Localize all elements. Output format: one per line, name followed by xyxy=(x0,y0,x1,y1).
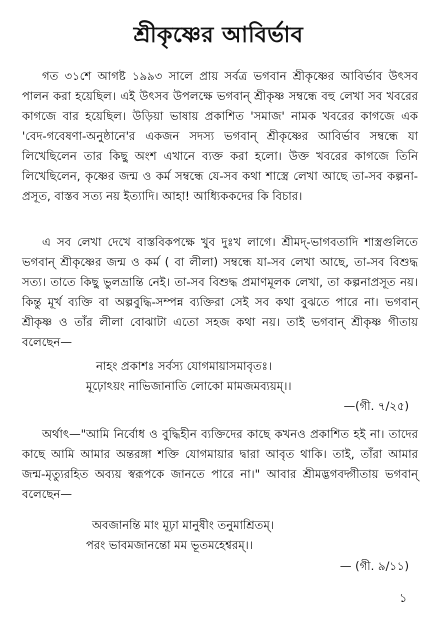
verse-1-reference: —(গী. ৭/২৫) xyxy=(343,399,409,413)
verse-2-reference: — (গী. ৯/১১) xyxy=(339,559,409,573)
verse-2-line-2: পরং ভাবমজানন্তো মম ভূতমহেশ্বরম্।। xyxy=(86,538,253,552)
paragraph-3: অর্থাৎ—"আমি নির্বোধ ও বুদ্ধিহীন ব্যক্তিদের কাছে কখনও প্রকাশিত হই না। তাদের কাছে আমি আমার অন্তরঙ্গা শক্তি যোগমায়ার দ্বারা আবৃত থাকি। তাই, তাঁরা আমার জন্ম-মৃত্যুরহিত অব্যয় স্বরূপকে জানতে পারে না।" আবার শ্রীমদ্ভগবদ্গীতায় ভগবান্ বলেছেন— xyxy=(22,427,418,501)
page-title: শ্রীকৃষ্ণের আবির্ভাব xyxy=(133,23,304,48)
paragraph-2: এ সব লেখা দেখে বাস্তবিকপক্ষে খুব দুঃখ লাগে। শ্রীমদ্-ভাগবতাদি শাস্ত্রগুলিতে ভগবান্ শ্রীকৃষ্ণের জন্ম ও কর্ম ( বা লীলা) সম্বন্ধে যা-সব লেখা আছে, তা-সব বিশুদ্ধ সত্য। তাতে কিছু ভুলভ্রান্তি নেই। তা-সব বিশুদ্ধ প্রমাণমূলক লেখা, তা কল্পনাপ্রসূত নয়। কিন্তু মূর্খ ব্যক্তি বা অল্পবুদ্ধি-সম্পন্ন ব্যক্তিরা সেই সব কথা বুঝতে পারে না। ভগবান্ শ্রীকৃষ্ণ ও তাঁর লীলা বোঝাটা এতো সহজ কথা নয়। তাই ভগবান্ শ্রীকৃষ্ণ গীতায় বলেছেন— xyxy=(22,235,418,349)
paragraph-1: গত ৩১শে আগষ্ট ১৯৯৩ সালে প্রায় সর্বত্র ভগবান শ্রীকৃষ্ণের আবির্ভাব উৎসব পালন করা হয়েছিল। এই উৎসব উপলক্ষে ভগবান্ শ্রীকৃষ্ণ সম্বন্ধে বহু লেখা সব খবরের কাগজে বার হয়েছিল। উড়িয়া ভাষায় প্রকাশিত 'সমাজ' নামক খবরের কাগজে এক 'বেদ-গবেষণা-অনুষ্ঠানে'র একজন সদস্য ভগবান্ শ্রীকৃষ্ণের আবির্ভাব সম্বন্ধে যা লিখেছিলেন তার কিছু অংশ এখানে ব্যক্ত করা হলো। উক্ত খবরের কাগজে তিনি লিখেছিলেন, কৃষ্ণের জন্ম ও কর্ম সম্বন্ধে যে-সব কথা শাস্ত্রে লেখা আছে তা-সব কল্পনা-প্রসূত, বাস্তব সত্য নয় ইত্যাদি। আহা! আধ্যিককদের কি বিচার। xyxy=(22,69,418,203)
verse-1-line-1: নাহং প্রকাশঃ সর্বস্য যোগমায়াসমাবৃতঃ। xyxy=(96,359,272,373)
verse-1-line-2: মূঢ়োঽয়ং নাভিজানাতি লোকো মামজমব্যয়ম্।। xyxy=(86,379,292,393)
verse-2-line-1: অবজানন্তি মাং মূঢ়া মানুষীং তনুমাশ্রিতম্। xyxy=(92,518,274,532)
page-number: ১ xyxy=(399,591,407,605)
